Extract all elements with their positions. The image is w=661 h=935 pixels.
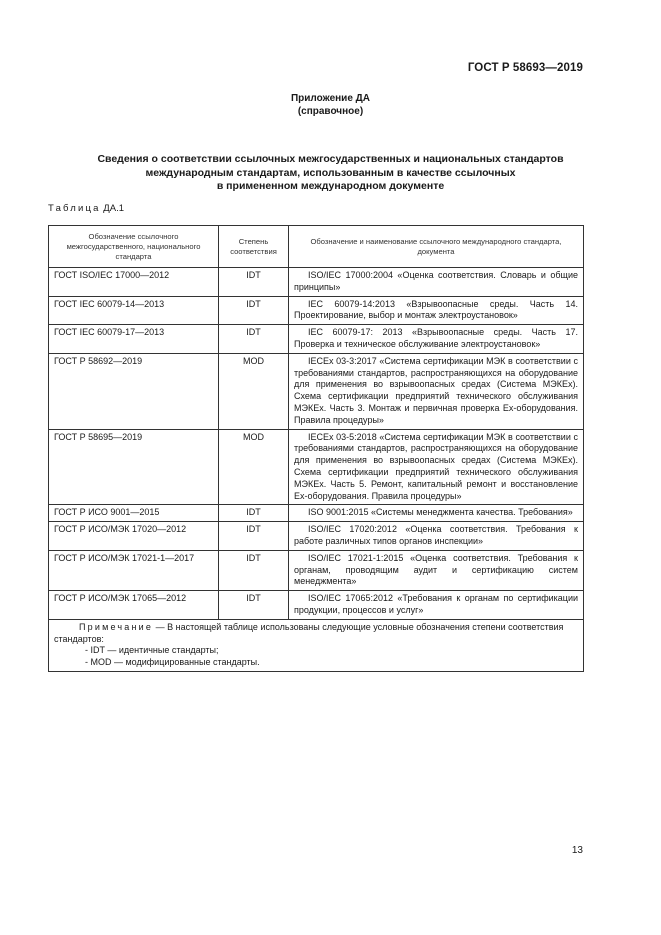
annex-title: Приложение ДА (290, 93, 371, 104)
cell-standard: ГОСТ IEC 60079-14—2013 (49, 296, 219, 325)
title-line: Сведения о соответствии ссылочных межгосударственных и национальных стандартов (97, 153, 564, 165)
table-row (49, 268, 584, 297)
header-standard: Обозначение ссылочного межгосударственного, национального стандарта (49, 226, 219, 268)
table-row (49, 325, 584, 354)
cell-document-text: IECEx 03-3:2017 «Система сертификации МЭК в соответствии с требованиями стандартов, распространяющихся на оборудование для применения во взрывоопасных средах (Система МЭКЕх). Схема сертификации предприятий технического обслуживания МЭКЕх. Часть 3. Монтаж и первичная проверка Ex-оборудования. Правила процедуры» (294, 355, 578, 425)
cell-standard: ГОСТ Р 58695—2019 (49, 429, 219, 505)
annex-main-title (40, 153, 621, 194)
table-row (49, 296, 584, 325)
table-note (49, 619, 584, 671)
cell-degree: IDT (219, 522, 289, 551)
cell-document-text: ISO/IEC 17021-1:2015 «Оценка соответствия. Требования к органам, проводящим аудит и сертификацию систем менеджмента» (294, 552, 578, 587)
header-document: Обозначение и наименование ссылочного международного стандарта, документа (289, 226, 584, 268)
cell-document (289, 296, 584, 325)
cell-document (289, 522, 584, 551)
table-row (49, 550, 584, 590)
cell-degree: IDT (219, 505, 289, 522)
cell-document (289, 429, 584, 505)
table-row (49, 429, 584, 505)
table-row (49, 353, 584, 429)
annex-subtitle: (справочное) (297, 106, 364, 117)
cell-standard: ГОСТ Р ИСО/МЭК 17020—2012 (49, 522, 219, 551)
cell-document-text: IECEx 03-5:2018 «Система сертификации МЭК в соответствии с требованиями стандартов, распространяющихся на оборудование для применения во взрывоопасных средах (Система МЭКЕх). Схема сертификации предприятий технического обслуживания МЭКЕх. Часть 5. Ремонт, капитальный ремонт и восстановление Ex-оборудования. Правила процедуры» (294, 431, 578, 501)
header-degree: Степень соответствия (219, 226, 289, 268)
table-caption-prefix: Таблица (48, 203, 101, 214)
annex-heading (0, 92, 661, 118)
cell-standard: ГОСТ Р ИСО/МЭК 17021-1—2017 (49, 550, 219, 590)
table-row (49, 591, 584, 620)
cell-degree: MOD (219, 353, 289, 429)
table-row (49, 505, 584, 522)
page-number: 13 (571, 845, 583, 856)
cell-document (289, 353, 584, 429)
title-line: международным стандартам, использованным в качестве ссылочных (145, 166, 516, 179)
cell-degree: MOD (219, 429, 289, 505)
cell-document-text: ISO 9001:2015 «Системы менеджмента качества. Требования» (308, 507, 573, 518)
cell-degree: IDT (219, 296, 289, 325)
cell-document (289, 591, 584, 620)
cell-degree: IDT (219, 325, 289, 354)
cell-standard: ГОСТ Р 58692—2019 (49, 353, 219, 429)
note-text: — В настоящей таблице использованы следующие условные обозначения степени соответствия стандартов: (54, 621, 564, 644)
table-header-row (49, 226, 584, 268)
cell-document-text: ISO/IEC 17065:2012 «Требования к органам по сертификации продукции, процессов и услуг» (294, 593, 578, 615)
cell-degree: IDT (219, 550, 289, 590)
note-intro (54, 622, 578, 646)
note-item: - IDT — идентичные стандарты; (85, 645, 219, 656)
document-code: ГОСТ Р 58693—2019 (467, 62, 583, 74)
cell-document-text: IEC 60079-17: 2013 «Взрывоопасные среды. Часть 17. Проверка и техническое обслуживание электроустановок» (294, 327, 578, 349)
title-line: в примененном международном документе (216, 180, 445, 192)
table-caption (48, 203, 124, 214)
cell-degree: IDT (219, 268, 289, 297)
table-caption-number: ДА.1 (103, 203, 124, 214)
note-item: - MOD — модифицированные стандарты. (85, 657, 260, 668)
cell-standard: ГОСТ Р ИСО/МЭК 17065—2012 (49, 591, 219, 620)
cell-standard: ГОСТ IEC 60079-17—2013 (49, 325, 219, 354)
cell-document-text: ISO/IEC 17000:2004 «Оценка соответствия. Словарь и общие принципы» (294, 270, 578, 292)
cell-standard: ГОСТ Р ИСО 9001—2015 (49, 505, 219, 522)
cell-document (289, 550, 584, 590)
table-note-row (49, 619, 584, 671)
cell-degree: IDT (219, 591, 289, 620)
cell-document-text: IEC 60079-14:2013 «Взрывоопасные среды. Часть 14. Проектирование, выбор и монтаж электроустановок» (294, 298, 578, 321)
table-row (49, 522, 584, 551)
cell-document-text: ISO/IEC 17020:2012 «Оценка соответствия. Требования к работе различных типов органов инспекции» (294, 524, 578, 546)
cell-document (289, 325, 584, 354)
correspondence-table (48, 225, 584, 672)
cell-document (289, 268, 584, 297)
note-label: Примечание (79, 621, 154, 632)
cell-document (289, 505, 584, 522)
cell-standard: ГОСТ ISO/IEC 17000—2012 (49, 268, 219, 297)
